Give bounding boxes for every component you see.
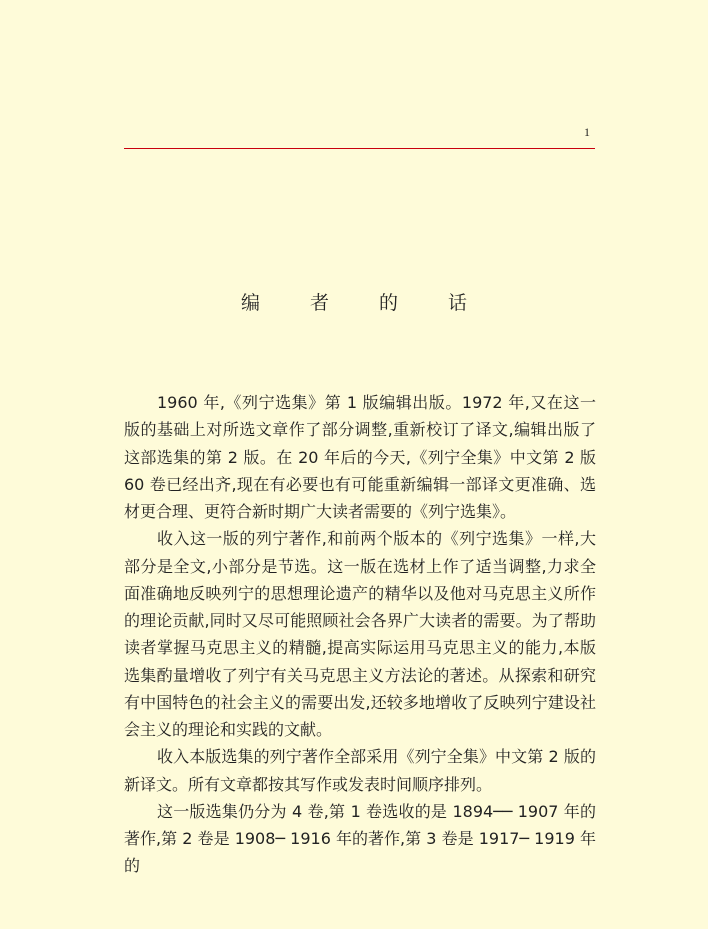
header-rule [124, 148, 595, 149]
paragraph-2: 收入这一版的列宁著作,和前两个版本的《列宁选集》一样,大部分是全文,小部分是节选。这一版在选材上作了适当调整,力求全面准确地反映列宁的思想理论遗产的精华以及他对马克思主义所作的理论贡献,同时又尽可能照顾社会各界广大读者的需要。为了帮助读者掌握马克思主义的精髓,提高实际运用马克思主义的能力,本版选集酌量增收了列宁有关马克思主义方法论的著述。从探索和研究有中国特色的社会主义的需要出发,还较多地增收了反映列宁建设社会主义的理论和实践的文献。 [124, 529, 596, 739]
page-number: 1 [584, 125, 590, 139]
paragraph-3: 收入本版选集的列宁著作全部采用《列宁全集》中文第 2 版的新译文。所有文章都按其写作或发表时间顺序排列。 [124, 747, 596, 794]
page-title: 编 者 的 话 [240, 292, 490, 314]
paragraph-4: 这一版选集仍分为 4 卷,第 1 卷选收的是 1894── 1907 年的著作,第 2 卷是 1908─ 1916 年的著作,第 3 卷是 1917─ 1919 年的 [124, 801, 596, 876]
body-text [124, 389, 596, 880]
paragraph-1: 1960 年,《列宁选集》第 1 版编辑出版。1972 年,又在这一版的基础上对所选文章作了部分调整,重新校订了译文,编辑出版了这部选集的第 2 版。在 20 年后的今天,《列宁全集》中文第 2 版 60 卷已经出齐,现在有必要也有可能重新编辑一部译文更准确、选材更合理、更符合新时期广大读者需要的《列宁选集》。 [124, 393, 596, 521]
